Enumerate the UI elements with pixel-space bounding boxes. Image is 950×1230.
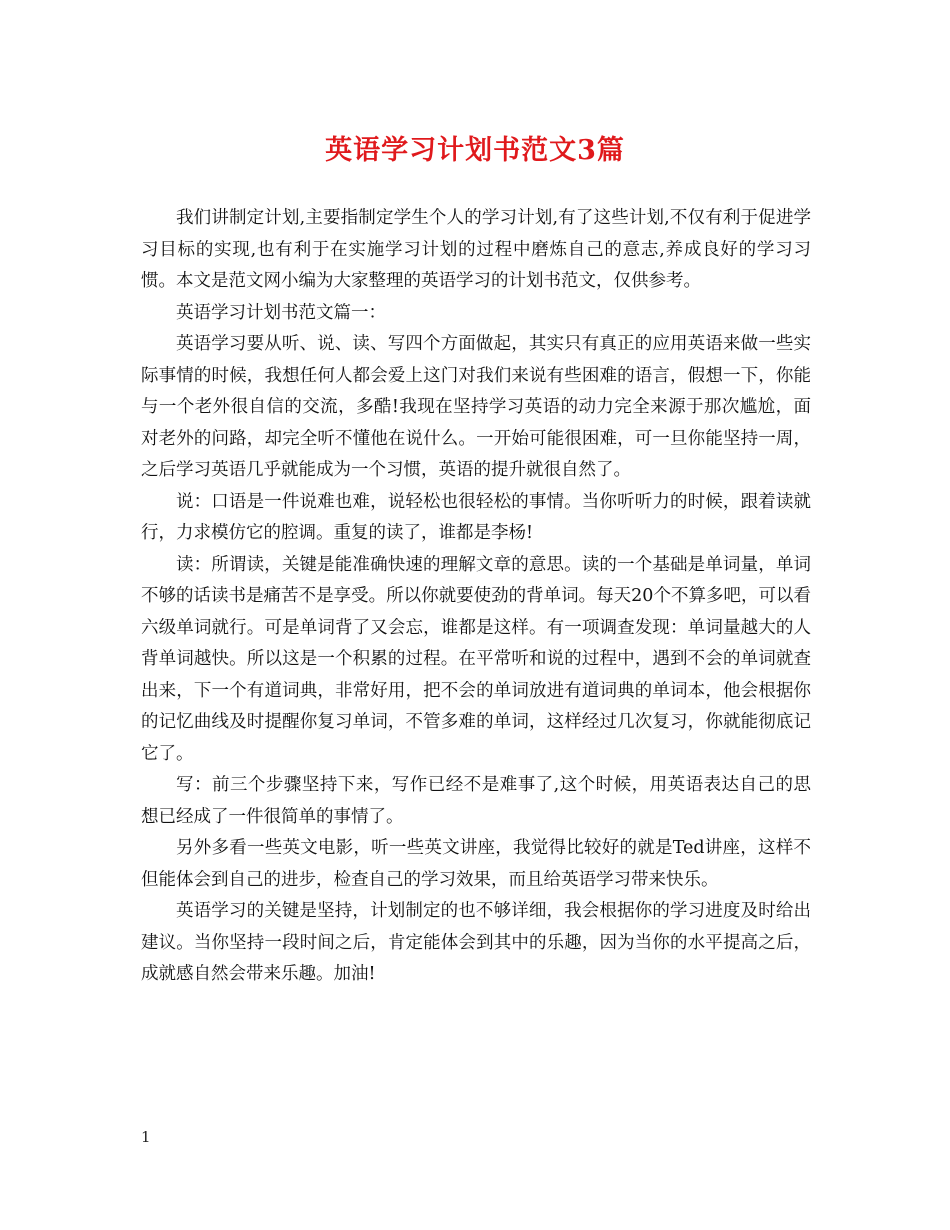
paragraph-conclusion: 英语学习的关键是坚持，计划制定的也不够详细，我会根据你的学习进度及时给出建议。当你坚持一段时间之后，肯定能体会到其中的乐趣，因为当你的水平提高之后，成就感自然会带来乐趣。加油!: [141, 901, 811, 984]
paragraph-writing: 写：前三个步骤坚持下来，写作已经不是难事了,这个时候，用英语表达自己的思想已经成了一件很简单的事情了。: [141, 775, 811, 827]
paragraph-overview: 英语学习要从听、说、读、写四个方面做起，其实只有真正的应用英语来做一些实际事情的时候，我想任何人都会爱上这门对我们来说有些困难的语言，假想一下，你能与一个老外很自信的交流，多酷!我现在坚持学习英语的动力完全来源于那次尴尬，面对老外的问路，却完全听不懂他在说什么。一开始可能很困难，可一旦你能坚持一周，之后学习英语几乎就能成为一个习惯，英语的提升就很自然了。: [141, 334, 811, 480]
paragraph-reading: 读：所谓读，关键是能准确快速的理解文章的意思。读的一个基础是单词量，单词不够的话读书是痛苦不是享受。所以你就要使劲的背单词。每天20个不算多吧，可以看六级单词就行。可是单词背了又会忘，谁都是这样。有一项调查发现：单词量越大的人背单词越快。所以这是一个积累的过程。在平常听和说的过程中，遇到不会的单词就查出来，下一个有道词典，非常好用，把不会的单词放进有道词典的单词本，他会根据你的记忆曲线及时提醒你复习单词，不管多难的单词，这样经过几次复习，你就能彻底记它了。: [141, 554, 811, 764]
paragraph-extra: 另外多看一些英文电影，听一些英文讲座，我觉得比较好的就是Ted讲座，这样不但能体会到自己的进步，检查自己的学习效果，而且给英语学习带来快乐。: [141, 838, 811, 890]
paragraph-speaking: 说：口语是一件说难也难，说轻松也很轻松的事情。当你听听力的时候，跟着读就行，力求模仿它的腔调。重复的读了，谁都是李杨!: [141, 491, 811, 543]
paragraph-section-heading: 英语学习计划书范文篇一：: [176, 302, 386, 323]
paragraph-intro: 我们讲制定计划,主要指制定学生个人的学习计划,有了这些计划,不仅有利于促进学习目标的实现,也有利于在实施学习计划的过程中磨炼自己的意志,养成良好的学习习惯。本文是范文网小编为大家整理的英语学习的计划书范文，仅供参考。: [141, 208, 811, 291]
document-title: 英语学习计划书范文3篇: [325, 135, 625, 166]
page-number: 1: [141, 1128, 151, 1146]
document-body: [141, 203, 811, 991]
